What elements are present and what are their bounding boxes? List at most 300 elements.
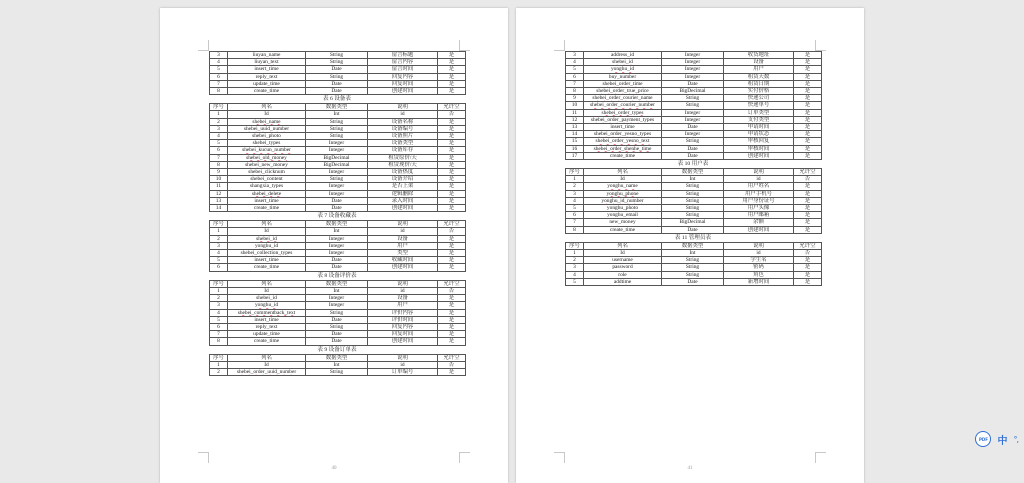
table-cell: 用户身份证号	[724, 197, 794, 204]
table-cell: shebei_order_yesno_text	[584, 138, 662, 145]
table-cell: password	[584, 264, 662, 271]
table-caption: 表 7 设备收藏表	[317, 213, 357, 220]
table-cell: 7	[566, 219, 584, 226]
table-row	[210, 316, 466, 323]
table-cell: 逻辑删除	[368, 190, 438, 197]
table-cell: 是	[438, 140, 466, 147]
table-cell: 创建时间	[368, 205, 438, 212]
table-row	[566, 95, 822, 102]
table-cell: 类型	[368, 250, 438, 257]
table-cell: id	[368, 287, 438, 294]
table-cell: String	[662, 197, 724, 204]
table-cell: 是	[794, 145, 822, 152]
table-cell: 回复时间	[368, 331, 438, 338]
table-cell: 13	[210, 197, 228, 204]
table-cell: 8	[210, 338, 228, 345]
table-row	[566, 131, 822, 138]
table-row	[566, 264, 822, 271]
data-table	[209, 354, 466, 377]
table-row	[210, 118, 466, 125]
more-options-button[interactable]: °,	[1013, 434, 1018, 444]
table-cell: reply_text	[228, 323, 306, 330]
table-cell: 7	[210, 331, 228, 338]
table-cell: 用户	[724, 66, 794, 73]
table-cell: shebei_commentback_text	[228, 309, 306, 316]
table-cell: shebei_order_true_price	[584, 88, 662, 95]
table-cell: Int	[306, 228, 368, 235]
data-table	[565, 51, 822, 160]
crop-mark	[554, 40, 565, 51]
table-caption: 表 11 管理员表	[674, 234, 712, 241]
table-cell: 是	[794, 88, 822, 95]
table-cell: 14	[210, 205, 228, 212]
table-row	[566, 73, 822, 80]
table-cell: 12	[210, 190, 228, 197]
header-cell: 数据类型	[306, 221, 368, 228]
header-cell: 序号	[566, 242, 584, 249]
table-row	[566, 271, 822, 278]
table-row	[210, 59, 466, 66]
table-cell: 否	[794, 250, 822, 257]
table-cell: 14	[566, 131, 584, 138]
table-cell: 2	[210, 235, 228, 242]
table-header-row	[210, 354, 466, 361]
table-cell: 用户头像	[724, 205, 794, 212]
table-row	[210, 133, 466, 140]
table-row	[210, 264, 466, 271]
table-cell: String	[662, 183, 724, 190]
table-cell: shebei_kucun_number	[228, 147, 306, 154]
table-cell: 用户	[368, 242, 438, 249]
table-cell: 是	[438, 331, 466, 338]
table-cell: yonghu_id	[228, 242, 306, 249]
table-cell: create_time	[584, 226, 662, 233]
table-cell: 是	[438, 52, 466, 59]
table-cell: Date	[662, 278, 724, 285]
table-cell: 5	[566, 66, 584, 73]
table-cell: Id	[228, 361, 306, 368]
table-cell: 6	[210, 147, 228, 154]
table-cell: 评价内容	[368, 309, 438, 316]
table-row	[210, 190, 466, 197]
language-button[interactable]: 中	[997, 435, 1008, 447]
table-cell: Integer	[306, 295, 368, 302]
table-cell: 5	[210, 66, 228, 73]
table-cell: Integer	[306, 140, 368, 147]
table-cell: buy_number	[584, 73, 662, 80]
table-cell: 收货地址	[724, 52, 794, 59]
table-cell: Id	[228, 287, 306, 294]
table-cell: shebei_id	[584, 59, 662, 66]
table-cell: 是	[794, 116, 822, 123]
table-cell: shebei_order_uuid_number	[228, 368, 306, 375]
table-cell: 否	[438, 287, 466, 294]
header-cell: 说明	[368, 280, 438, 287]
table-cell: String	[662, 212, 724, 219]
table-cell: 是	[794, 73, 822, 80]
table-cell: Id	[584, 250, 662, 257]
table-cell: 否	[438, 228, 466, 235]
table-cell: shebei_order_types	[584, 109, 662, 116]
table-cell: 是	[794, 190, 822, 197]
table-cell: 是	[438, 118, 466, 125]
table-row	[566, 52, 822, 59]
table-cell: 是	[794, 257, 822, 264]
table-cell: 10	[566, 102, 584, 109]
table-row	[210, 228, 466, 235]
table-cell: 是	[438, 161, 466, 168]
table-row	[210, 295, 466, 302]
table-cell: role	[584, 271, 662, 278]
table-row	[566, 212, 822, 219]
table-cell: insert_time	[228, 257, 306, 264]
header-cell: 说明	[724, 242, 794, 249]
table-cell: 回复内容	[368, 73, 438, 80]
table-cell: 设备介绍	[368, 176, 438, 183]
table-cell: 是	[794, 52, 822, 59]
header-cell: 说明	[368, 221, 438, 228]
table-row	[210, 52, 466, 59]
table-row	[210, 154, 466, 161]
table-cell: 7	[210, 80, 228, 87]
table-cell: 创建时间	[724, 152, 794, 159]
table-cell: id	[368, 228, 438, 235]
table-cell: 4	[566, 197, 584, 204]
table-row	[566, 88, 822, 95]
table-cell: 11	[566, 109, 584, 116]
table-cell: shebei_order_courier_name	[584, 95, 662, 102]
table-cell: 设备编号	[368, 125, 438, 132]
table-cell: 是	[438, 80, 466, 87]
header-cell: 序号	[210, 221, 228, 228]
table-header-row	[566, 242, 822, 249]
table-cell: 设备热度	[368, 169, 438, 176]
table-cell: new_money	[584, 219, 662, 226]
table-cell: Integer	[662, 109, 724, 116]
table-header-row	[566, 169, 822, 176]
table-row	[566, 59, 822, 66]
table-cell: BigDecimal	[306, 161, 368, 168]
table-row	[210, 287, 466, 294]
crop-mark	[198, 40, 209, 51]
table-cell: 5	[566, 278, 584, 285]
header-cell: 说明	[368, 104, 438, 111]
table-cell: 留言内容	[368, 59, 438, 66]
table-cell: Date	[306, 205, 368, 212]
table-cell: BigDecimal	[306, 154, 368, 161]
table-cell: 是	[794, 183, 822, 190]
table-row	[210, 331, 466, 338]
table-cell: 11	[210, 183, 228, 190]
table-row	[566, 197, 822, 204]
table-cell: 是否上架	[368, 183, 438, 190]
table-cell: Integer	[662, 52, 724, 59]
table-cell: 3	[210, 125, 228, 132]
table-row	[210, 161, 466, 168]
table-row	[566, 124, 822, 131]
table-cell: 8	[566, 226, 584, 233]
table-cell: 租赁日期	[724, 80, 794, 87]
table-cell: 用户	[368, 302, 438, 309]
table-cell: 2	[566, 257, 584, 264]
table-cell: BigDecimal	[662, 88, 724, 95]
table-cell: 是	[438, 59, 466, 66]
header-cell: 说明	[368, 354, 438, 361]
header-cell: 列名	[228, 354, 306, 361]
crop-mark	[459, 452, 470, 463]
table-cell: 9	[210, 169, 228, 176]
table-cell: 是	[438, 316, 466, 323]
table-row	[566, 109, 822, 116]
data-table	[565, 168, 822, 234]
data-table	[209, 51, 466, 95]
table-cell: 7	[566, 80, 584, 87]
table-cell: 4	[210, 59, 228, 66]
table-cell: shebei_order_time	[584, 80, 662, 87]
table-row	[566, 145, 822, 152]
table-cell: shebei_order_shenhe_time	[584, 145, 662, 152]
table-cell: String	[662, 95, 724, 102]
table-cell: shebei_types	[228, 140, 306, 147]
table-cell: String	[662, 138, 724, 145]
table-cell: 4	[210, 250, 228, 257]
table-cell: 5	[566, 205, 584, 212]
table-cell: insert_time	[228, 316, 306, 323]
table-cell: String	[306, 118, 368, 125]
table-cell: 是	[438, 183, 466, 190]
pdf-tool-button[interactable]: PDF	[975, 431, 991, 447]
table-cell: 6	[210, 323, 228, 330]
table-cell: 17	[566, 152, 584, 159]
table-cell: 15	[566, 138, 584, 145]
table-cell: 审核时间	[724, 145, 794, 152]
table-cell: 实付价格	[724, 88, 794, 95]
table-cell: Date	[662, 145, 724, 152]
table-cell: shebei_name	[228, 118, 306, 125]
table-cell: String	[662, 257, 724, 264]
table-row	[210, 368, 466, 375]
table-cell: 3	[210, 242, 228, 249]
table-row	[210, 125, 466, 132]
data-table	[209, 280, 466, 346]
table-cell: 是	[794, 152, 822, 159]
table-cell: String	[306, 309, 368, 316]
table-cell: 回复时间	[368, 80, 438, 87]
table-cell: Date	[662, 152, 724, 159]
table-cell: String	[306, 73, 368, 80]
table-cell: 密码	[724, 264, 794, 271]
table-row	[210, 361, 466, 368]
table-cell: 创建时间	[368, 338, 438, 345]
table-cell: 4	[210, 309, 228, 316]
table-cell: 订单类型	[724, 109, 794, 116]
table-cell: 是	[794, 264, 822, 271]
table-cell: 快递公司	[724, 95, 794, 102]
header-cell: 列名	[584, 169, 662, 176]
table-cell: id	[724, 250, 794, 257]
table-cell: yonghu_email	[584, 212, 662, 219]
header-cell: 序号	[566, 169, 584, 176]
table-cell: 是	[438, 190, 466, 197]
header-cell: 允许空	[794, 169, 822, 176]
header-cell: 允许空	[438, 354, 466, 361]
table-cell: yonghu_phone	[584, 190, 662, 197]
table-cell: 创建时间	[368, 264, 438, 271]
table-cell: 3	[210, 52, 228, 59]
table-row	[210, 235, 466, 242]
data-table	[209, 103, 466, 212]
table-cell: 收藏时间	[368, 257, 438, 264]
table-row	[566, 226, 822, 233]
table-cell: shebei_id	[228, 235, 306, 242]
header-cell: 数据类型	[306, 280, 368, 287]
table-row	[210, 197, 466, 204]
table-cell: 留言时间	[368, 66, 438, 73]
table-cell: 8	[210, 161, 228, 168]
table-cell: String	[306, 176, 368, 183]
table-row	[210, 250, 466, 257]
crop-mark	[815, 40, 826, 51]
table-row	[210, 73, 466, 80]
header-cell: 允许空	[438, 221, 466, 228]
table-cell: 4	[566, 271, 584, 278]
table-cell: shebei_delete	[228, 190, 306, 197]
table-cell: String	[662, 102, 724, 109]
table-cell: 设备类型	[368, 140, 438, 147]
table-cell: 3	[210, 302, 228, 309]
table-cell: 是	[438, 338, 466, 345]
table-cell: yonghu_photo	[584, 205, 662, 212]
table-cell: 是	[438, 133, 466, 140]
table-cell: 是	[438, 154, 466, 161]
table-cell: 4	[566, 59, 584, 66]
table-cell: liuyan_name	[228, 52, 306, 59]
table-cell: id	[368, 111, 438, 118]
table-cell: Integer	[662, 73, 724, 80]
table-cell: 余额	[724, 219, 794, 226]
table-cell: 6	[210, 73, 228, 80]
header-cell: 数据类型	[662, 242, 724, 249]
table-cell: 是	[438, 73, 466, 80]
table-row	[566, 205, 822, 212]
table-cell: 是	[794, 205, 822, 212]
table-cell: 1	[210, 228, 228, 235]
table-cell: 否	[794, 176, 822, 183]
table-cell: 5	[210, 257, 228, 264]
table-cell: Integer	[662, 59, 724, 66]
table-cell: 16	[566, 145, 584, 152]
crop-mark	[554, 452, 565, 463]
table-cell: 创建时间	[724, 226, 794, 233]
header-cell: 数据类型	[306, 354, 368, 361]
page-number: 40	[331, 466, 337, 471]
table-cell: Id	[584, 176, 662, 183]
table-row	[566, 80, 822, 87]
table-cell: 10	[210, 176, 228, 183]
table-cell: 是	[438, 242, 466, 249]
document-page-left	[160, 8, 508, 483]
table-cell: 租赁天数	[724, 73, 794, 80]
table-cell: 6	[566, 73, 584, 80]
table-cell: 设备库存	[368, 147, 438, 154]
table-cell: 是	[794, 219, 822, 226]
table-cell: liuyan_text	[228, 59, 306, 66]
table-cell: update_time	[228, 80, 306, 87]
table-cell: 5	[210, 316, 228, 323]
header-cell: 序号	[210, 354, 228, 361]
data-table	[565, 242, 822, 286]
table-row	[210, 88, 466, 95]
table-cell: insert_time	[584, 124, 662, 131]
table-cell: create_time	[584, 152, 662, 159]
crop-mark	[198, 452, 209, 463]
table-row	[210, 257, 466, 264]
table-cell: 是	[438, 88, 466, 95]
table-cell: id	[368, 361, 438, 368]
table-cell: 设备名称	[368, 118, 438, 125]
table-cell: 6	[210, 264, 228, 271]
page-content	[565, 51, 821, 286]
table-cell: Date	[306, 331, 368, 338]
table-cell: 是	[438, 368, 466, 375]
table-cell: 创建时间	[368, 88, 438, 95]
table-row	[210, 242, 466, 249]
table-cell: 3	[566, 52, 584, 59]
page-content	[209, 51, 465, 376]
table-cell: Date	[306, 264, 368, 271]
table-cell: 6	[566, 212, 584, 219]
table-cell: reply_text	[228, 73, 306, 80]
table-caption: 表 10 用户表	[677, 161, 709, 168]
table-cell: String	[662, 264, 724, 271]
data-table	[209, 220, 466, 271]
table-cell: shebei_new_money	[228, 161, 306, 168]
table-cell: addtime	[584, 278, 662, 285]
header-cell: 数据类型	[306, 104, 368, 111]
table-cell: 是	[794, 124, 822, 131]
table-cell: Integer	[306, 242, 368, 249]
table-cell: 是	[438, 125, 466, 132]
crop-mark	[815, 452, 826, 463]
table-cell: 是	[794, 102, 822, 109]
table-row	[566, 152, 822, 159]
table-cell: shebei_collection_types	[228, 250, 306, 257]
table-cell: 用户手机号	[724, 190, 794, 197]
table-cell: yonghu_id	[228, 302, 306, 309]
table-cell: String	[306, 125, 368, 132]
table-row	[566, 190, 822, 197]
table-cell: 12	[566, 116, 584, 123]
table-cell: create_time	[228, 338, 306, 345]
table-cell: 是	[794, 80, 822, 87]
document-page-right	[516, 8, 864, 483]
table-row	[566, 278, 822, 285]
table-row	[210, 205, 466, 212]
table-cell: Int	[306, 111, 368, 118]
table-row	[566, 102, 822, 109]
table-cell: 租赁原价/天	[368, 154, 438, 161]
table-cell: 申请状态	[724, 131, 794, 138]
table-cell: 3	[566, 264, 584, 271]
table-header-row	[210, 280, 466, 287]
table-cell: shebei_order_courier_number	[584, 102, 662, 109]
table-cell: 是	[438, 176, 466, 183]
table-cell: 2	[210, 368, 228, 375]
table-cell: 是	[794, 131, 822, 138]
header-cell: 说明	[724, 169, 794, 176]
table-header-row	[210, 221, 466, 228]
table-cell: Integer	[306, 147, 368, 154]
